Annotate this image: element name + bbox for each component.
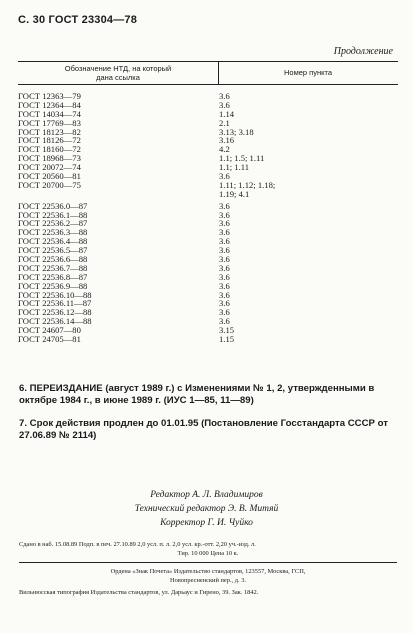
point-number: 3.6 xyxy=(219,209,230,220)
point-number: 3.6 xyxy=(219,316,230,327)
continuation-label: Продолжение xyxy=(333,46,393,57)
ntd-designation: ГОСТ 22536.14—88 xyxy=(18,316,92,327)
editor-credit: Редактор А. Л. Владимиров xyxy=(150,490,263,500)
ntd-designation: ГОСТ 22536.6—88 xyxy=(18,254,88,265)
ntd-designation: ГОСТ 20072—74 xyxy=(18,162,81,173)
point-number: 3.6 xyxy=(219,307,230,318)
ntd-designation: ГОСТ 22536.0—87 xyxy=(18,200,88,211)
point-number: 3.6 xyxy=(219,289,230,300)
printing-house: Вильнюсская типография Издательства стандартов, ул. Дарьаус и Гирено, 39. Зак. 1842. xyxy=(19,589,259,596)
ntd-designation: ГОСТ 12363—79 xyxy=(18,91,81,101)
ntd-designation: ГОСТ 17769—83 xyxy=(18,117,81,128)
ntd-designation: ГОСТ 22536.10—88 xyxy=(18,289,92,300)
point-number: 3.6 xyxy=(219,200,230,211)
ntd-designation: ГОСТ 22536.9—88 xyxy=(18,280,88,291)
column-header-ntd xyxy=(18,65,218,82)
table-row xyxy=(18,335,398,344)
ntd-designation: ГОСТ 18123—82 xyxy=(18,126,81,137)
point-number: 3.6 xyxy=(219,254,230,265)
tech-editor-credit: Технический редактор Э. В. Митяй xyxy=(134,504,279,514)
point-number: 1.15 xyxy=(219,334,235,345)
point-number: 3.6 xyxy=(219,236,230,247)
ntd-designation: ГОСТ 14034—74 xyxy=(18,108,81,119)
ntd-designation: ГОСТ 22536.3—88 xyxy=(18,227,88,238)
point-number: 2.1 xyxy=(219,117,230,128)
item-6-reissue: 6. ПЕРЕИЗДАНИЕ (август 1989 г.) с Изменениями № 1, 2, утвержденными в октябре 1984 г., в июне 1989 г. (ИУС 1—85, 11—89) xyxy=(19,383,375,406)
ntd-designation: ГОСТ 24607—80 xyxy=(18,325,81,336)
point-number: 3.6 xyxy=(219,171,230,182)
point-number: 3.6 xyxy=(219,91,230,101)
table-row xyxy=(18,190,398,199)
point-number: 3.13; 3.18 xyxy=(219,126,254,137)
ntd-designation: ГОСТ 22536.11—87 xyxy=(18,298,92,309)
point-number: 3.6 xyxy=(219,271,230,282)
publisher-name: Ордена «Знак Почета» Издательство стандартов, 123557, Москва, ГСП, xyxy=(110,568,306,575)
point-number: 1.14 xyxy=(219,108,235,119)
ntd-designation: ГОСТ 22536.8—87 xyxy=(18,271,88,282)
ntd-designation: ГОСТ 18968—73 xyxy=(18,153,81,164)
point-number: 3.15 xyxy=(219,325,235,336)
table-column-divider xyxy=(218,61,219,84)
column-header-ntd-line2: дана ссылка xyxy=(96,72,140,82)
column-header-ntd-line1: Обозначение НТД, на который xyxy=(64,64,172,73)
point-number: 3.6 xyxy=(219,218,230,229)
ntd-designation: ГОСТ 22536.12—88 xyxy=(18,307,92,318)
publication-details: Сдано в наб. 15.08.89 Подп. в печ. 27.10.89 2,0 усл. п. л. 2,0 усл. кр.-отт. 2,20 уч.-изд. л. xyxy=(19,541,256,548)
point-number: 1.1; 1.11 xyxy=(219,162,249,173)
point-number: 1.11; 1.12; 1.18; xyxy=(219,179,276,190)
point-number: 3.16 xyxy=(219,135,235,146)
ntd-designation: ГОСТ 12364—84 xyxy=(18,99,81,110)
column-header-point: Номер пункта xyxy=(283,68,332,77)
publication-rule xyxy=(19,562,397,563)
item-7-validity: 7. Срок действия продлен до 01.01.95 (Постановление Госстандарта СССР от 27.06.89 № 2114) xyxy=(19,418,388,441)
point-number: 3.6 xyxy=(219,262,230,273)
reference-table-body xyxy=(18,92,398,344)
ntd-designation: ГОСТ 22536.5—87 xyxy=(18,245,88,256)
ntd-designation: ГОСТ 22536.2—87 xyxy=(18,218,88,229)
table-top-rule xyxy=(18,61,398,62)
publisher-address: Новопресненский пер., д. 3. xyxy=(170,577,246,584)
page-header: С. 30 ГОСТ 23304—78 xyxy=(18,14,138,26)
point-number: 3.6 xyxy=(219,245,230,256)
ntd-designation: ГОСТ 22536.1—88 xyxy=(18,209,88,220)
point-number: 3.6 xyxy=(219,280,230,291)
ntd-designation: ГОСТ 20700—75 xyxy=(18,179,81,190)
ntd-designation: ГОСТ 20560—81 xyxy=(18,171,81,182)
table-header-rule xyxy=(18,84,398,85)
point-number: 3.6 xyxy=(219,298,230,309)
point-number: 3.6 xyxy=(219,227,230,238)
publication-circulation: Тир. 10 000 Цена 10 к. xyxy=(177,550,239,557)
corrector-credit: Корректор Г. И. Чуйко xyxy=(160,518,253,528)
table-row xyxy=(18,181,398,190)
ntd-designation: ГОСТ 18160—72 xyxy=(18,144,81,155)
ntd-designation: ГОСТ 22536.7—88 xyxy=(18,262,88,273)
point-number: 1.1; 1.5; 1.11 xyxy=(219,153,265,164)
point-number: 1.19; 4.1 xyxy=(219,188,250,199)
ntd-designation: ГОСТ 18126—72 xyxy=(18,135,81,146)
ntd-designation: ГОСТ 22536.4—88 xyxy=(18,236,88,247)
point-number: 4.2 xyxy=(219,144,230,155)
point-number: 3.6 xyxy=(219,99,230,110)
ntd-designation: ГОСТ 24705—81 xyxy=(18,334,81,345)
